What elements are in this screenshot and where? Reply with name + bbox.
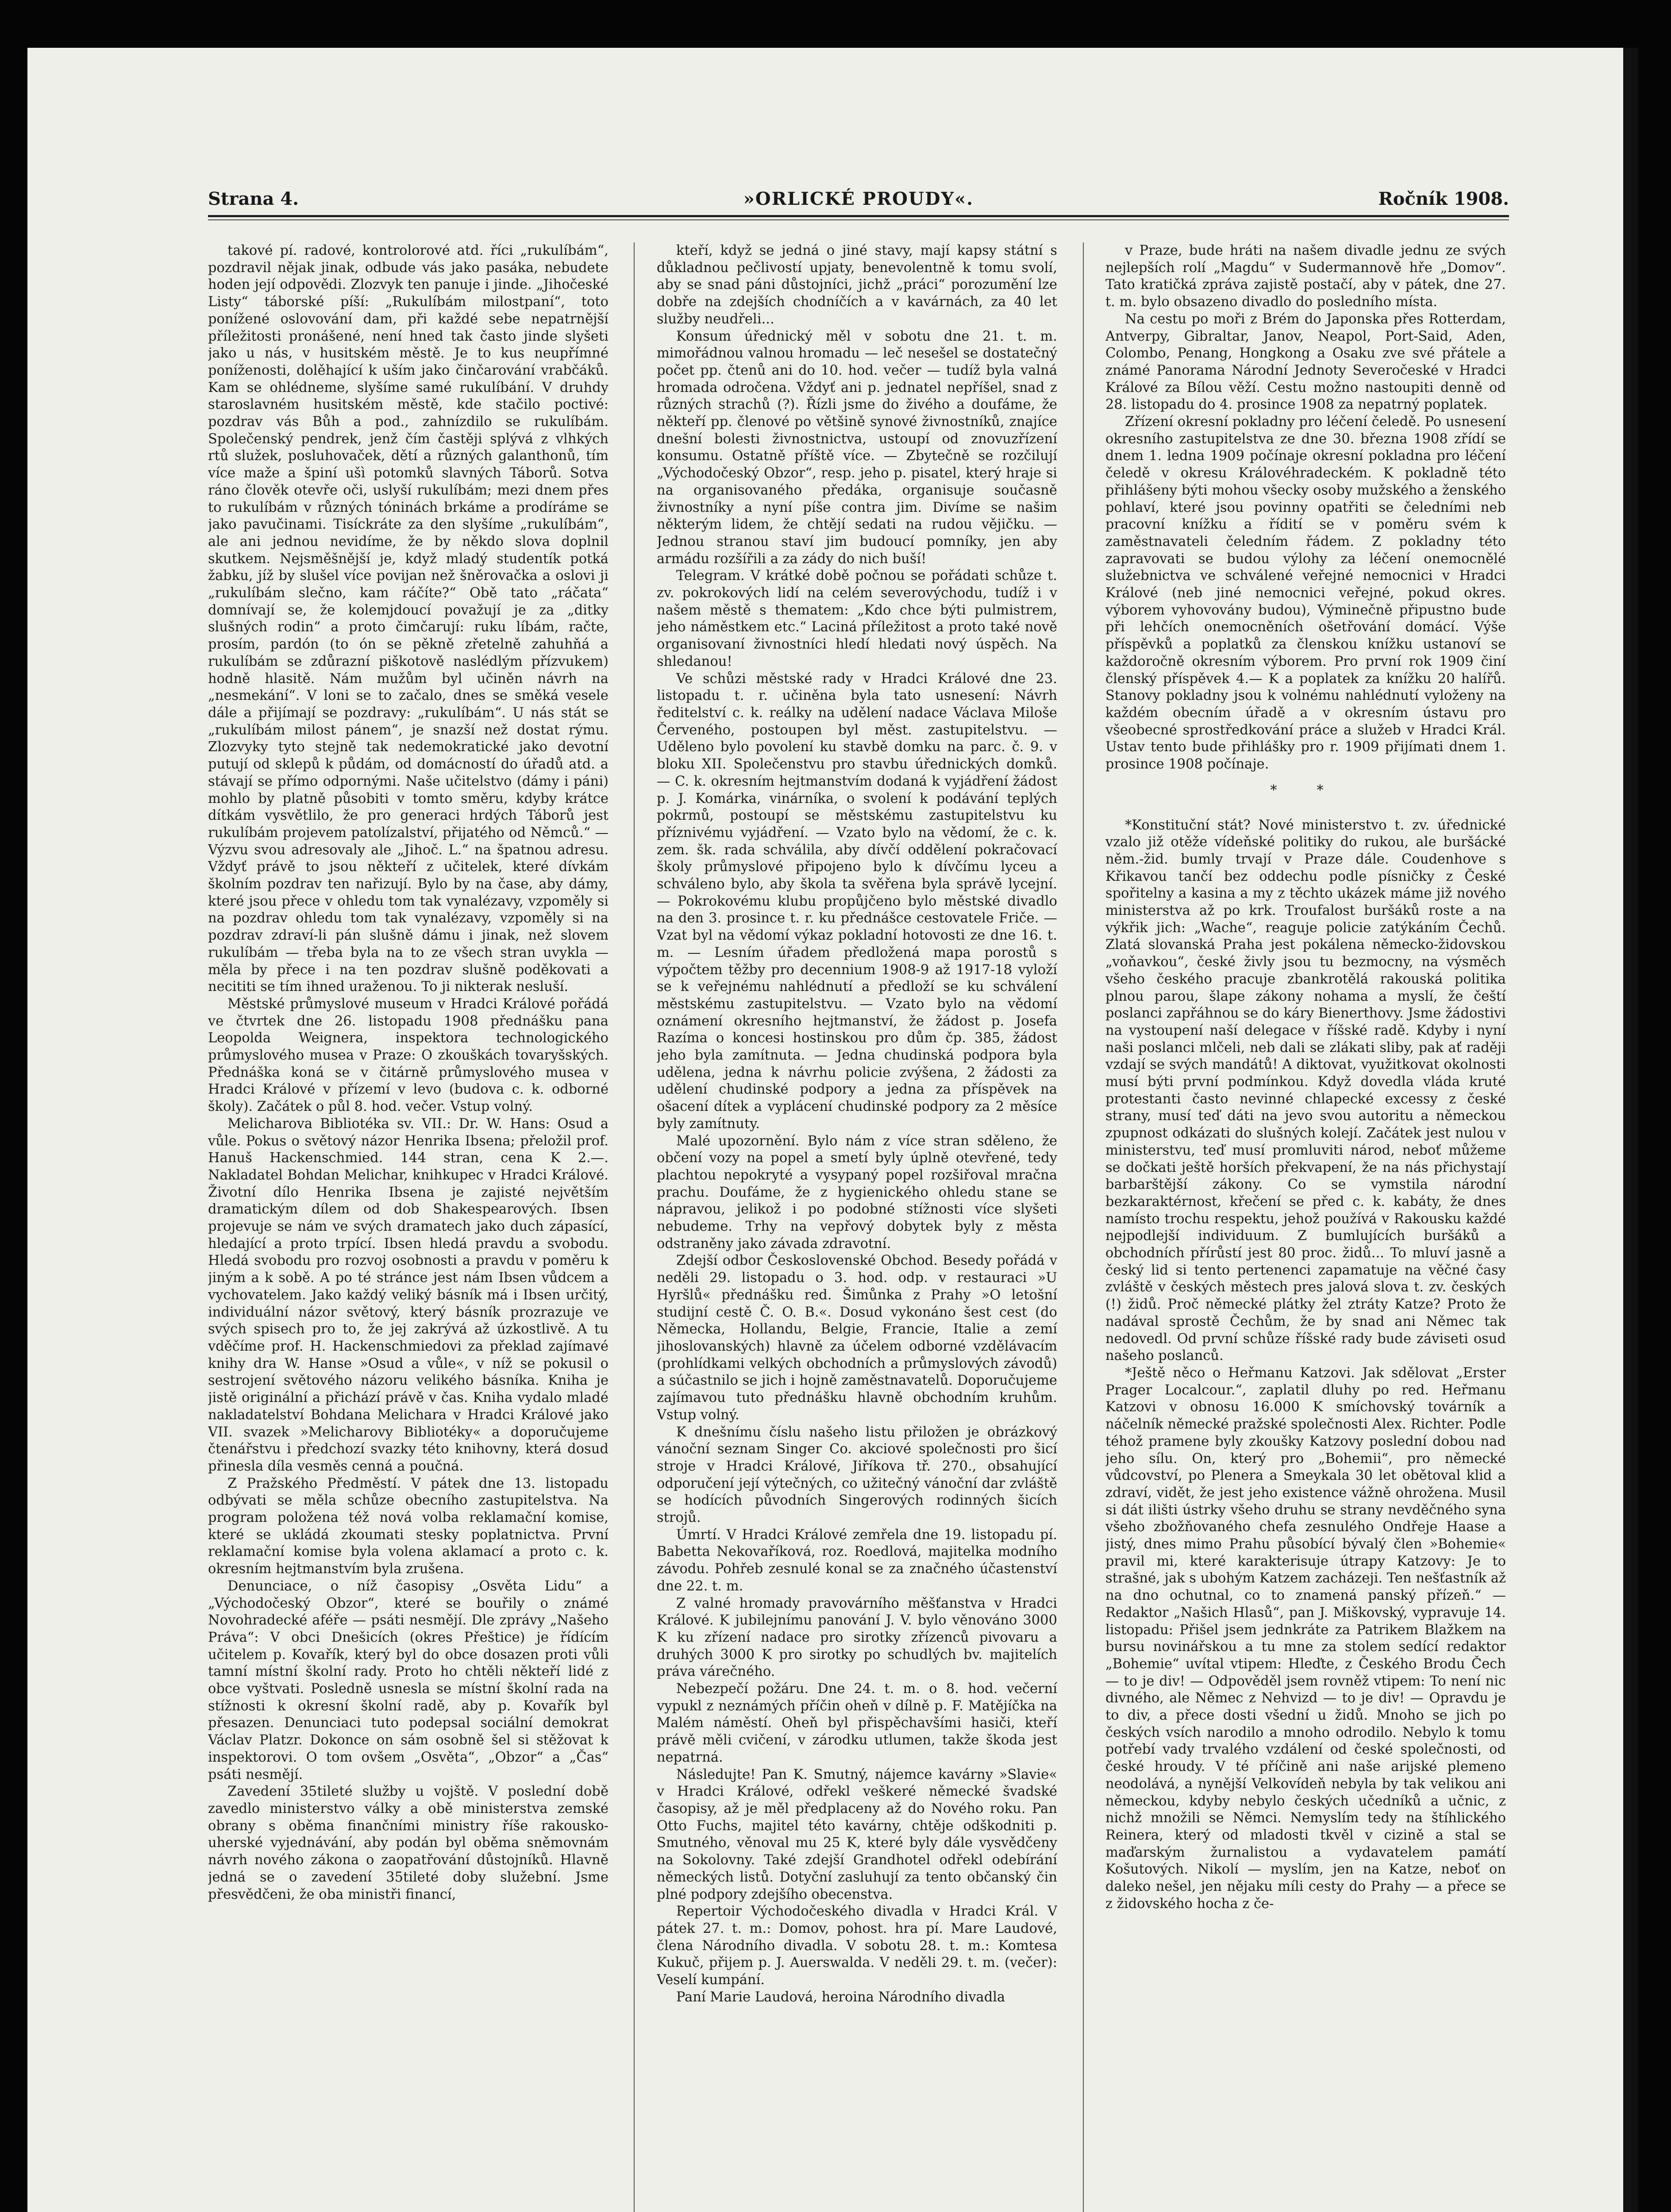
text-column-1 [208, 242, 608, 2212]
header-rule [208, 215, 1509, 217]
article-paragraph: K dnešnímu číslu našeho listu přiložen je obrázkový vánoční seznam Singer Co. akciové společnosti pro šicí stroje v Hradci Králové, Jiříkova tř. 270., obsahující odporučení její výtečných, co užitečný vánoční dar zvláště se hodících původních Singerových rodinných šicích strojů. [657, 1424, 1057, 1526]
article-paragraph: Malé upozornění. Bylo nám z více stran sděleno, že občení vozy na popel a smetí byly úplně otevřené, tedy plachtou nepokryté a vysypaný popel rozšiřoval mračna prachu. Doufáme, že z hygienického ohledu stane se nápravou, jelikož i po podobné stížnosti více slyšeti nebudeme. Trhy na vepřový dobytek byly z města odstraněny jako závada zdravotní. [657, 1133, 1057, 1252]
article-paragraph: Melicharova Bibliotéka sv. VII.: Dr. W. Hans: Osud a vůle. Pokus o světový názor Henrika Ibsena; přeložil prof. Hanuš Hackenschmied. 144 stran, cena K 2.—. Nakladatel Bohdan Melichar, knihkupec v Hradci Králové. Životní dílo Henrika Ibsena je zajisté největším dramatickým dílem od dob Shakespearových. Ibsen projevuje se nám ve svých dramatech jako duch zápasící, hledající a proto trpící. Ibsen hledá pravdu a svobodu. Hledá svobodu pro rozvoj osobnosti a pravdu v poměru k jiným a k sobě. A po té stránce jest nám Ibsen vůdcem a vychovatelem. Jako každý veliký básník má i Ibsen určitý, individuální názor světový, který básník prozrazuje ve svých spisech pro to, že jej zakrývá až úzkostlivě. A tu vděčíme prof. H. Hackenschmiedovi za překlad zajímavé knihy dra W. Hanse »Osud a vůle«, v níž se pokusil o sestrojení světového názoru velikého básníka. Kniha je jistě originální a přichází právě v čas. Kniha vydalo mladé nakladatelství Bohdana Melichara v Hradci Králové jako VII. svazek »Melicharovy Bibliotéky« a doporučujeme čtenářstvu i předchozí svazky této knihovny, která dosud přinesla díla vesměs cenná a poučná. [208, 1116, 608, 1474]
article-paragraph: Telegram. V krátké době počnou se pořádati schůze t. zv. pokrokových lidí na celém severovýchodu, tudíž i v našem městě s thematem: „Kdo chce býti pulmistrem, jeho náměstkem etc.“ Laciná příležitost a proto také nově organisovaní živnostníci hledí hledati nový úspěch. Na shledanou! [657, 568, 1057, 669]
column-divider [1083, 242, 1084, 2212]
article-paragraph: Na cestu po moři z Brém do Japonska přes Rotterdam, Antverpy, Gibraltar, Janov, Neapol, Port-Said, Aden, Colombo, Penang, Hongkong a Osaku zve své přátele a známé Panorama Národní Jednoty Severočeské v Hradci Králové za Bílou věží. Cestu možno nastoupiti denně od 28. listopadu do 4. prosince 1908 za nepatrný poplatek. [1105, 311, 1506, 413]
article-paragraph: Paní Marie Laudová, heroina Národního divadla [676, 1989, 1005, 2005]
article-paragraph: Z Pražského Předměstí. V pátek dne 13. listopadu odbývati se měla schůze obecního zastupitelstva. Na program položena též nová volba reklamační komise, které se ukládá zkoumati stesky poplatnictva. První reklamační komise byla volena aklamací a proto c. k. okresním hejtmanstvím byla zrušena. [208, 1475, 608, 1577]
column-divider [634, 242, 635, 2212]
newspaper-title: »ORLICKÉ PROUDY«. [743, 188, 974, 209]
article-paragraph: Konsum úřednický měl v sobotu dne 21. t. m. mimořádnou valnou hromadu — leč nesešel se dostatečný počet pp. čtenů ani do 10. hod. večer — tudíž byla valná hromada odročena. Vždyť ani p. jednatel nepříšel, snad z různých strachů (?). Řízli jsme do živého a doufáme, že někteří pp. členové po většině synové živnostníků, znajíce dnešní bolesti živnostnictva, ustoupí od znovuzřízení konsumu. Ostatně příště více. — Zbytečně se rozčilují „Východočeský Obzor“, resp. jeho p. pisatel, který hraje si na organisovaného předáka, organisuje současně živnostníky a nyní píše contra jim. Divíme se našim některým lidem, že chtějí sedati na rudou vějičku. — Jednou stranou staví jim budoucí pomníky, jen aby armádu rozšířili a za zády do nich buší! [657, 328, 1057, 567]
page-number: Strana 4. [208, 188, 299, 209]
article-paragraph: takové pí. radové, kontrolorové atd. říci „rukulíbám“, pozdravil nějak jinak, odbude vás jako pasáka, nebudete hoden její odpovědi. Zlozvyk ten panuje i jinde. „Jihočeské Listy“ táborské píší: „Rukulíbám milostpaní“, toto ponížené oslovování dam, při každé sebe nepatrnější příležitosti pronášené, není hned tak často jinde slyšeti jako u nás, v husitském městě. Je to kus neupřímné poníženosti, dolěhající k uším jako činčarování vrabčáků. Kam se ohlédneme, slyšíme samé rukulíbání. V druhdy staroslavném husitském městě, kde stačilo poctivé: pozdrav vás Bůh a pod., zahnízdilo se rukulíbám. Společenský pendrek, jenž čím častěji splývá z vlhkých rtů služek, posluhovaček, dětí a různých galanthonů, tím více maže a špiní ušì potomků slavných Táborů. Sotva ráno člověk otevře oči, uslyší rukulíbám; mezi dnem přes to rukulíbám v různých tóninách brkáme a prodíráme se jako pavučinami. Tisíckráte za den slyšíme „rukulíbám“, ale ani jednou nevidíme, že by někdo slova doplnil skutkem. Nejsměšnější je, když mladý studentík potká žabku, jíž by slušel více povijan než šněrovačka a oslovi ji „rukulíbám slečno, kam ráčíte?“ Obě tato „ráčata“ domnívají se, že kolemjdoucí považují je za „ditky slušných rodin“ a proto čimčarují: ruku líbám, račte, prosím, pardón (to ón se pěkně zřetelně zahuhňá a rukulíbám se zdůrazní piškotově naslédlým přízvukem) hodně hlasitě. Nám mužům byl učiněn návrh na „nesmekání“. V loni se to začalo, dnes se směká vesele dále a přijímají se pozdravy: „rukulíbám“. U nás stát se „rukulíbám milost pánem“, je snazší než dostat rýmu. Zlozvyky tyto stejně tak nedemokratické jako devotní putují od sklepů k půdám, od domácností do úřadů atd. a stávají se přímo odpornými. Naše učitelstvo (dámy i páni) mohlo by platně působiti v tomto směru, kdyby krátce dítkám vysvětlilo, že pro generaci hrdých Táborů jest rukulíbám projevem patolízalství, přijatého od Němců.“ — Výzvu svou adresovaly ale „Jihoč. L.“ na špatnou adresu. Vždyť právě to jsou někteří z učitelek, které dívkám školním pozdrav ten nařizují. Bylo by na čase, aby dámy, které jsou přece v ohledu tom tak vynalézavy, vzpoměly si na pozdrav ohledu tom tak vynalézavy, vzpoměly si na pozdrav zdraví-li pán slušně dámu i jinak, než slovem rukulíbám — třeba byla na to ze všech stran uvykla — měla by přece i na ten pozdrav slušně poděkovati a necititi se tím ihned uraženou. To ji nikterak nesluší. [208, 243, 608, 995]
article-paragraph: Ve schůzi městské rady v Hradci Králové dne 23. listopadu t. r. učiněna byla tato usnesení: Návrh ředitelství c. k. reálky na udělení nadace Václava Miloše Červeného, postoupen byl měst. zastupitelstvu. — Uděleno bylo povolení ku stavbě domku na parc. č. 9. v bloku XII. Společenstvu pro stavbu úřednických domků. — C. k. okresním hejtmanstvím dodaná k vyjádření žádost p. J. Komárka, vinárníka, o svolení k podávání teplých pokrmů, postoupí se městskému zastupitelstvu ku příznivému vyjádření. — Vzato bylo na vědomí, že c. k. zem. šk. rada schválila, aby dívčí oddělení pokračovací školy průmyslové připojeno bylo k dívčímu lyceu a schváleno bylo, aby škola ta svěřena byla správě lycejní. — Pokrokovému klubu propůjčeno bylo městské divadlo na den 3. prosince t. r. ku přednášce cestovatele Friče. — Vzat byl na vědomí výkaz pokladní hotovosti ze dne 16. t. m. — Lesním úřadem předložená mapa porostů s výpočtem těžby pro decennium 1908-9 až 1917-18 vyloží se k veřejnému nahlédnutí a předloží se ku schválení městskému zastupitelstvu. — Vzato bylo na vědomí oznámení okresního hejtmanství, že žádost p. Josefa Razíma o koncesi hostinskou pro dům čp. 385, žádost jeho byla zamítnuta. — Jedna chudinská podpora byla udělena, jedna k návrhu policie zvýšena, 2 žádosti za udělení chudinské podpory a jedna za příspěvek na ošacení dítek a vyplácení chudinské podpory za 2 měsíce byly zamítnuty. [657, 671, 1057, 1132]
article-paragraph: v Praze, bude hráti na našem divadle jednu ze svých nejlepších rolí „Magdu“ v Sudermannově hře „Domov“. Tato kratičká zpráva zajistě postačí, aby v pátek, dne 27. t. m. bylo obsazeno divadlo do posledního místa. [1105, 243, 1506, 310]
volume-year: Ročník 1908. [1378, 188, 1509, 209]
header-rule-thin [208, 219, 1509, 220]
article-paragraph: Nebezpečí požáru. Dne 24. t. m. o 8. hod. večerní vypukl z neznámých příčin oheň v dílně p. F. Matějíčka na Malém náměstí. Oheň byl přispěchavšími hasiči, kteří právě měli cvičení, v zárodku utlumen, takže škoda jest nepatrná. [657, 1681, 1057, 1765]
article-paragraph: * * [1270, 782, 1341, 798]
article-paragraph: Zřízení okresní pokladny pro léčení čeledě. Po usnesení okresního zastupitelstva ze dne 30. března 1908 zřídí se dnem 1. ledna 1909 počínaje okresní pokladna pro léčení čeledě v okresu Královéhradeckém. K pokladně této přihlášeny býti mohou všecky osoby mužského a ženského pohlaví, které jsou povinny opatřiti se čeledními neb pracovní knížku a řídití se v poměru svém k zaměstnavateli čeledním řádem. Z pokladny této zapravovati se budou výlohy za léčení onemocnělé služebnictva ve schválené veřejné nemocnici v Hradci Králové (neb jiné nemocnici veřejné, pokud okres. výborem vyhovovány budou), Výminečně připustno bude při lehčích onemocněních ošetřování domácí. Výše příspěvků a poplatků za členskou knížku ustanoví se každoročně okresním výborem. Pro první rok 1909 činí členský příspěvek 4.— K a poplatek za knížku 20 halířů. Stanovy pokladny jsou k volnému nahlédnutí vyloženy na každém obecním úřadě a v okresním ústavu pro všeobecné sprostředkování práce a služeb v Hradci Král. Ustav tento bude přihlášky pro r. 1909 přijímati dnem 1. prosince 1908 počínaje. [1105, 414, 1506, 772]
newspaper-page [27, 48, 1638, 2212]
article-paragraph: Repertoir Východočeského divadla v Hradci Král. V pátek 27. t. m.: Domov, pohost. hra pí. Mare Laudové, člena Národního divadla. V sobotu 28. t. m.: Komtesa Kukuč, přijem p. J. Auerswalda. V neděli 29. t. m. (večer): Veselí kumpání. [657, 1904, 1057, 1988]
scan-edge [1623, 48, 1638, 2212]
article-paragraph: Úmrtí. V Hradci Králové zemřela dne 19. listopadu pí. Babetta Nekovaříková, roz. Roedlová, majitelka modního závodu. Pohřeb zesnulé konal se za značného účastenství dne 22. t. m. [657, 1527, 1057, 1594]
article-paragraph: Z valné hromady pravovárního měšťanstva v Hradci Králové. K jubilejnímu panování J. V. bylo věnováno 3000 K ku zřízení nadace pro sirotky zřízenců pivovaru a druhých 3000 K pro sirotky po schudlých bv. majitelích práva várečného. [657, 1595, 1057, 1680]
article-paragraph: Zavedení 35tileté služby u vojště. V poslední době zavedlo ministerstvo války a obě ministerstva zemské obrany s oběma finančními ministry říše rakousko-uherské vyjednávání, aby podán byl oběma sněmovnám návrh nového zákona o zaopatřování důstojníků. Hlavně jedná se o zavedení 35tileté doby služební. Jsme přesvědčeni, že oba ministři financí, [208, 1784, 608, 1902]
article-paragraph: Následujte! Pan K. Smutný, nájemce kavárny »Slavie« v Hradci Králové, odřekl veškeré německé švadské časopisy, až je měl předplaceny až do Nového roku. Pan Otto Fuchs, majitel této kavárny, chtěje odškodniti p. Smutného, věnoval mu 25 K, které byly dále vysvědčeny na Sokolovny. Také zdejší Grandhotel odřekl odebírání německých listů. Dotyční zasluhují za tento občanský čin plné podpory zdejšího obecenstva. [657, 1767, 1057, 1902]
page-header [208, 188, 1509, 215]
article-paragraph: kteří, když se jedná o jiné stavy, mají kapsy státní s důkladnou pečlivostí upjaty, benevolentně k tomu svolí, aby se snad páni důstojníci, jichž „práci“ porozumění lze dobře na zdejších chodníčích a v kavárnách, za 40 let služby neudřeli... [657, 243, 1057, 327]
article-paragraph: Městské průmyslové museum v Hradci Králové pořádá ve čtvrtek dne 26. listopadu 1908 přednášku pana Leopolda Weignera, inspektora technologického průmyslového musea v Praze: O zkouškách tovaryšských. Přednáška koná se v čitárně průmyslového musea v Hradci Králové v přízemí v levo (budova c. k. odborné školy). Začátek o půl 8. hod. večer. Vstup volný. [208, 996, 608, 1115]
article-paragraph: *Konstituční stát? Nové ministerstvo t. zv. úřednické vzalo již otěže vídeňské politiky do rukou, ale buršácké něm.-žid. bumly trvají v Praze dále. Coudenhove s Křikavou tančí bez oddechu podle písničky z České spořitelny a kasina a my z těchto ukázek máme již nového ministerstva až po krk. Troufalost buršáků roste a na výkřik jich: „Wache“, reaguje policie zatýkáním Čechů. Zlatá slovanská Praha jest pokálena německo-židovskou „voňavkou“, české živly jsou tu bezmocny, na výsměch všeho českého pracuje zbankrotělá rakouská politika plnou parou, šlape zákony nohama a myslí, že čeští poslanci zapřáhnou se do káry Bienerthovy. Jsme žádostivi na vystoupení naší delegace v říšské radě. Kdyby i nyní naši poslanci mlčeli, neb dali se zlákati sliby, pak ať raději vzdají se svých mandátů! A diktovat, využitkovat okolnosti musí býti první podmínkou. Když dovedla vláda kruté protestanti často nevinné chlapecké excessy z české strany, musí teď dáti na jevo svou autoritu a německou zpupnost odkázati do slušných kolejí. Začátek jest nulou v ministerstvu, teď musí promluviti národ, neboť můžeme se dočkati ještě horších překvapení, že na nás přichystají barbarštější zákony. Co se vymstila národní bezkaraktérnost, křečení se před c. k. kabáty, že dnes namísto trochu respektu, jehož používá v Rakousku každé nejpodlejší individuum. Z bumlujících buršáků a obchodních přírůstí jest 80 proc. židů... To mluví jasně a český lid si tento pertenenci zapamatuje na věčné časy zvláště v českých městech pres jalová slova t. zv. českých (!) židů. Proč německé plátky žel ztráty Katze? Proto že nadával sprostě Čechům, že by snad ani Němec tak nedovedl. Od první schůze říšské rady bude záviseti osud našeho poslanců. [1105, 817, 1506, 1364]
text-column-2 [657, 242, 1057, 2212]
text-column-3 [1105, 242, 1506, 2212]
article-paragraph: Denunciace, o níž časopisy „Osvěta Lidu“ a „Východočeský Obzor“, které se bouřily o známé Novohradecké aféře — psáti nesmějí. Dle zprávy „Našeho Práva“: V obci Dnešicích (okres Přeštice) je řídícím učitelem p. Kovařík, který byl do obce dosazen proti vůli tamní místní školní rady. Proto ho chtěli někteří lidé z obce vyštvati. Posledně usnesla se místní školní rada na stížnosti k okresní školní radě, aby p. Kovařík byl přesazen. Denunciaci tuto podepsal sociální demokrat Václav Platzr. Dokonce on sám osobně šel si stěžovat k inspektorovi. O tom ovšem „Osvěta“, „Obzor“ a „Čas“ psáti nesmějí. [208, 1578, 608, 1782]
article-paragraph: Zdejší odbor Československé Obchod. Besedy pořádá v neděli 29. listopadu o 3. hod. odp. v restauraci »U Hyršlů« přednášku red. Šimůnka z Prahy »O letošní studijní cestě Č. O. B.«. Dosud vykonáno šest cest (do Německa, Hollandu, Belgie, Francie, Italie a zemí jihoslovanských) hlavně za účelem odborné vzdělávacím (prohlídkami velkých obchodních a průmyslových závodů) a súčastnilo se jich i hojně zaměstnavatelů. Doporučujeme zajímavou tuto přednášku hlavně obchodním kruhům. Vstup volný. [657, 1253, 1057, 1423]
article-paragraph: *Ještě něco o Heřmanu Katzovi. Jak sdělovat „Erster Prager Localcour.“, zaplatil dluhy po red. Heřmanu Katzovi v obnosu 16.000 K smíchovský továrník a náčelník německé pražské společnosti Alex. Richter. Podle téhož pramene byly zkoušky Katzovy poslední dobou nad jeho sílu. On, který pro „Bohemii“, pro německé vůdcovství, po Plenera a Smeykala 30 let obětoval klid a zdraví, vidět, že jest jeho existence vážně ohrožena. Musil si dát ilišti ústrky všeho druhu se strany nevděčného syna všeho zbožňovaného chefa zesnulého Ondřeje Haase a jistý, dnes mimo Prahu působící bývalý člen »Bohemie« pravil mi, které karakterisuje útrapy Katzovy: Je to strašné, jak s ubohým Katzem zacházeji. Ten nešťastník až na dno ochutnal, co to znamená panský přízeň.“ — Redaktor „Našich Hlasů“, pan J. Miškovský, vypravuje 14. listopadu: Přišel jsem jednkráte za Patrikem Blažkem na bursu novinářskou a tu mne za stolem sedící redaktor „Bohemie“ uvítal vtipem: Hleďte, z Českého Brodu Čech — to je div! — Odpověděl jsem rovněž vtipem: To není nic divného, ale Němec z Nehvizd — to je div! — Opravdu je to div, a přece dosti všední u židů. Mnoho se jich po českých vsích narodilo a mnoho odrodilo. Nebylo k tomu potřebí vady trvalého vzdálení od české společnosti, od české hroudy. V té příčině ani naše arijské plemeno neodolává, a nynější Velkovídeň nebyla by tak velikou ani německou, kdyby nebylo českých učedníků a učnic, z nichž množili se Němci. Nemyslím tedy na štíhlického Reinera, který od mladosti tkvěl v cizině a stal se maďarským žurnalistou a vydavatelem památí Košutových. Nikolí — myslím, jen na Katze, neboť on daleko nešel, jen nějaku míli cesty do Prahy — a přece se z židovského hocha z če- [1105, 1365, 1506, 1912]
